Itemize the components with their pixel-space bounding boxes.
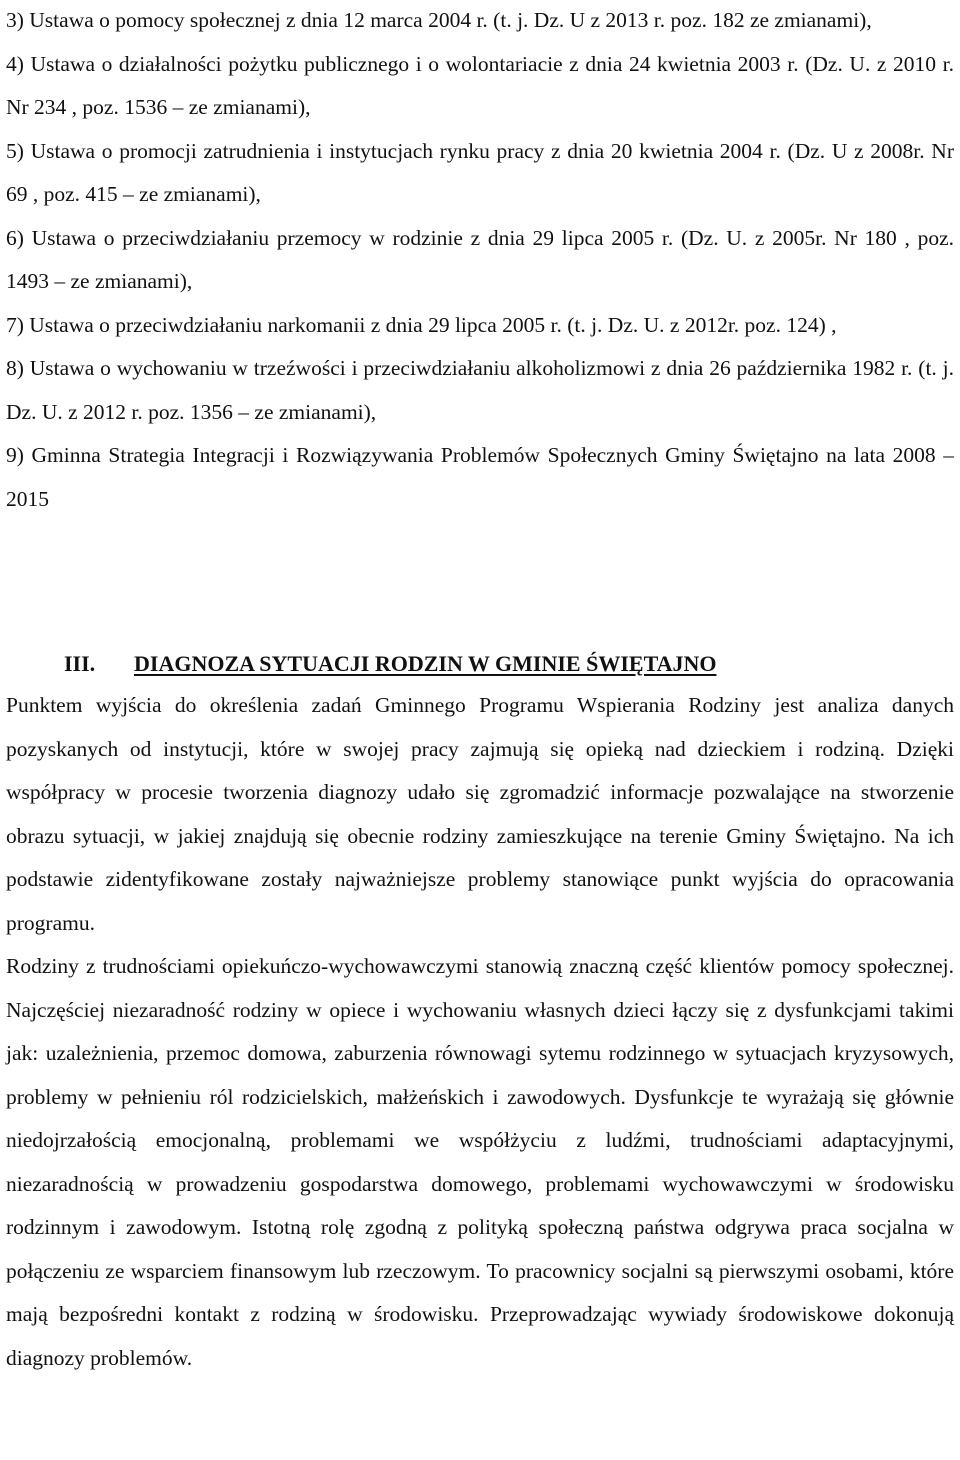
section-heading	[64, 642, 717, 685]
body-paragraph: Rodziny z trudnościami opiekuńczo-wychowawczymi stanowią znaczną część klientów pomocy społecznej. Najczęściej niezaradność rodziny w opiece i wychowaniu własnych dzieci łączy się z dysfunkcjami takimi jak: uzależnienia, przemoc domowa, zaburzenia równowagi sytemu rodzinnego w sytuacjach kryzysowych, problemy w pełnieniu ról rodzicielskich, małżeńskich i zawodowych. Dysfunkcje te wyrażają się głównie niedojrzałością emocjonalną, problemami we współżyciu z ludźmi, trudnościami adaptacyjnymi, niezaradnością w prowadzeniu gospodarstwa domowego, problemami wychowawczymi w środowisku rodzinnym i zawodowym. Istotną rolę zgodną z polityką społeczną państwa odgrywa praca socjalna w połączeniu ze wsparciem finansowym lub rzeczowym. To pracownicy socjalni są pierwszymi osobami, które mają bezpośredni kontakt z rodziną w środowisku. Przeprowadzając wywiady środowiskowe dokonują diagnozy problemów.	[6, 954, 954, 1370]
legal-reference-item: 5) Ustawa o promocji zatrudnienia i instytucjach rynku pracy z dnia 20 kwietnia 2004 r. (Dz. U z 2008r. Nr 69 , poz. 415 – ze zmianami),	[6, 138, 954, 206]
section-number: III.	[64, 651, 96, 676]
section-title: DIAGNOZA SYTUACJI RODZIN W GMINIE ŚWIĘTAJNO	[134, 651, 717, 676]
section-body	[6, 684, 954, 1380]
legal-reference-item: 9) Gminna Strategia Integracji i Rozwiązywania Problemów Społecznych Gminy Świętajno na lata 2008 – 2015	[6, 443, 954, 511]
body-paragraph: Punktem wyjścia do określenia zadań Gminnego Programu Wspierania Rodziny jest analiza danych pozyskanych od instytucji, które w swojej pracy zajmują się opieką nad dzieckiem i rodziną. Dzięki współpracy w procesie tworzenia diagnozy udało się zgromadzić informacje pozwalające na stworzenie obrazu sytuacji, w jakiej znajdują się obecnie rodziny zamieszkujące na terenie Gminy Świętajno. Na ich podstawie zidentyfikowane zostały najważniejsze problemy stanowiące punkt wyjścia do opracowania programu.	[6, 693, 954, 935]
legal-reference-item: 6) Ustawa o przeciwdziałaniu przemocy w rodzinie z dnia 29 lipca 2005 r. (Dz. U. z 2005r. Nr 180 , poz. 1493 – ze zmianami),	[6, 225, 954, 293]
legal-reference-item: 7) Ustawa o przeciwdziałaniu narkomanii z dnia 29 lipca 2005 r. (t. j. Dz. U. z 2012r. poz. 124) ,	[6, 312, 837, 337]
legal-reference-list	[6, 0, 954, 521]
legal-reference-item: 4) Ustawa o działalności pożytku publicznego i o wolontariacie z dnia 24 kwietnia 2003 r. (Dz. U. z 2010 r. Nr 234 , poz. 1536 – ze zmianami),	[6, 51, 954, 119]
legal-reference-item: 8) Ustawa o wychowaniu w trzeźwości i przeciwdziałaniu alkoholizmowi z dnia 26 października 1982 r. (t. j. Dz. U. z 2012 r. poz. 1356 – ze zmianami),	[6, 356, 954, 424]
legal-reference-item: 3) Ustawa o pomocy społecznej z dnia 12 marca 2004 r. (t. j. Dz. U z 2013 r. poz. 182 ze zmianami),	[6, 8, 872, 32]
